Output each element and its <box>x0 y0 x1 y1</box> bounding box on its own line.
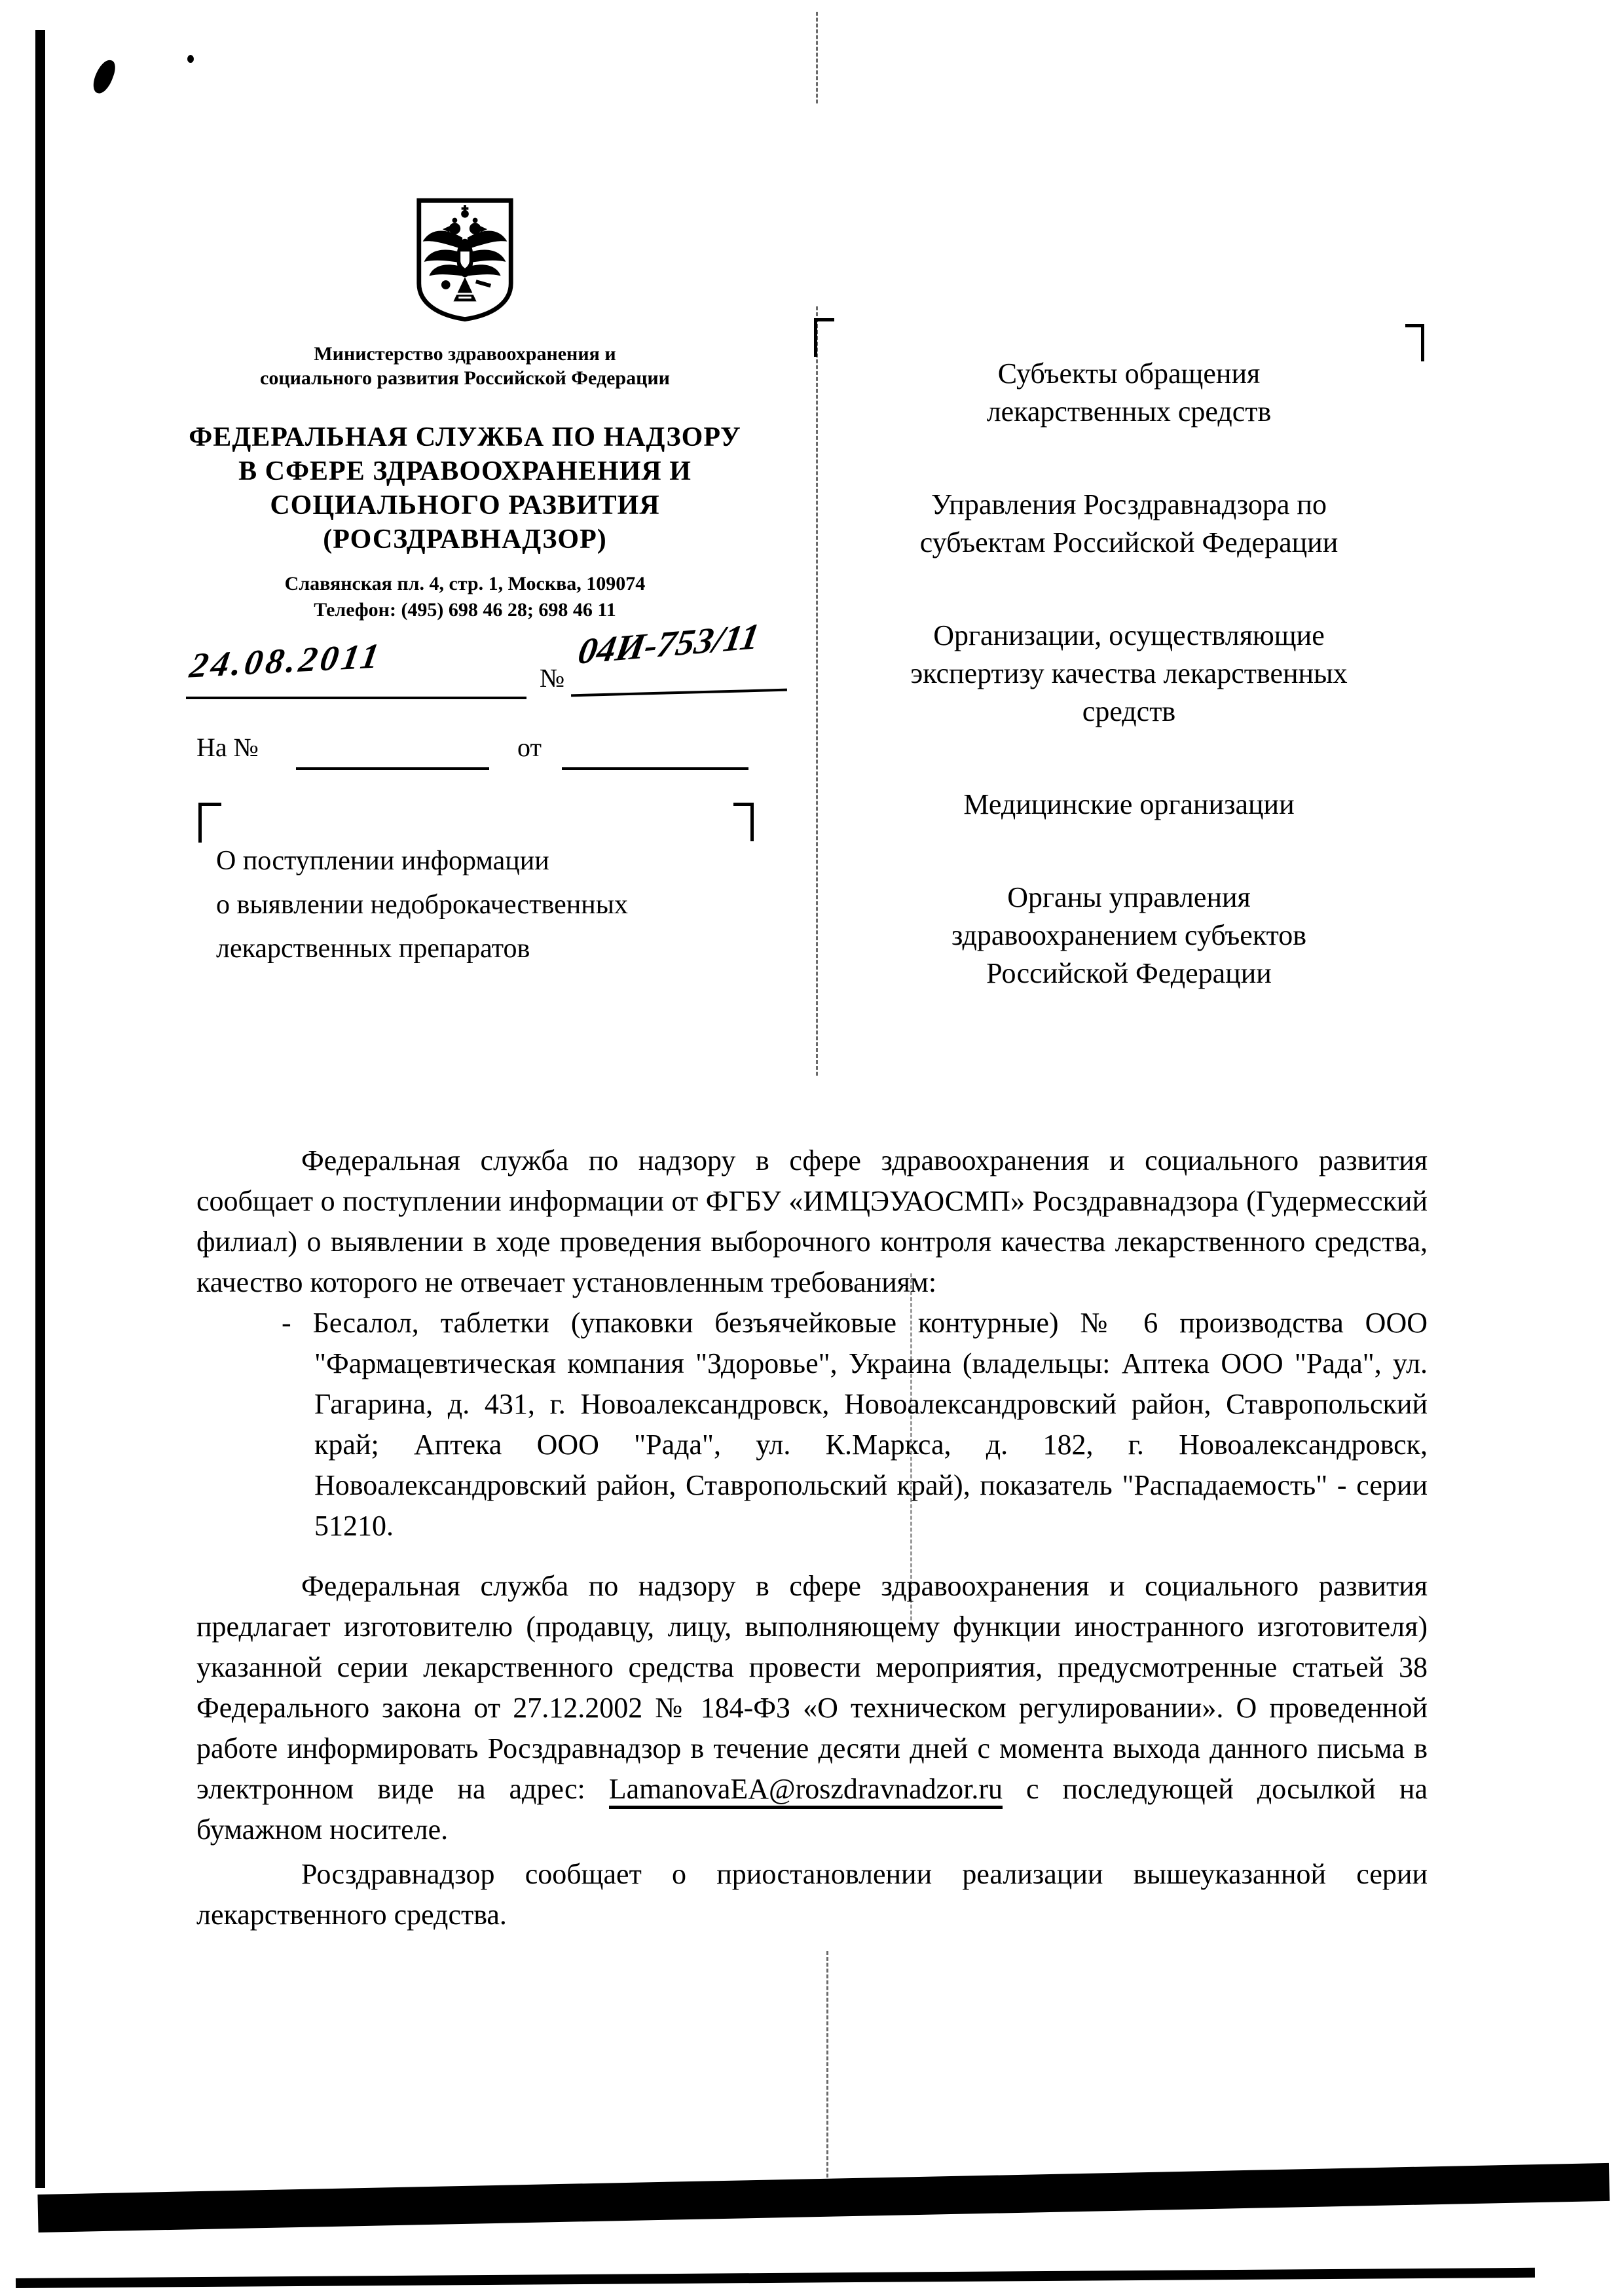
service-name-line1: ФЕДЕРАЛЬНАЯ СЛУЖБА ПО НАДЗОРУ <box>189 422 741 452</box>
russian-coat-of-arms-icon <box>414 194 516 325</box>
addressee-line: Российской Федерации <box>986 957 1272 989</box>
subject-block <box>216 839 766 971</box>
addressee-list <box>829 355 1429 1048</box>
addressee-subjects-of-circulation <box>829 355 1429 431</box>
scan-artifact-ink-blob <box>90 57 119 96</box>
letter-body <box>196 1140 1428 1935</box>
letterhead <box>183 194 747 623</box>
addressee-line: средств <box>1082 695 1176 727</box>
scan-fold-line-bottom <box>826 1951 828 2183</box>
service-name-line3: СОЦИАЛЬНОГО РАЗВИТИЯ <box>270 490 660 520</box>
addressee-health-management-bodies <box>829 879 1429 993</box>
addressee-expertise-organizations <box>829 617 1429 731</box>
addressee-roszdravnadzor-departments <box>829 486 1429 562</box>
service-name-line4: (РОСЗДРАВНАДЗОР) <box>323 524 607 555</box>
subject-line1: О поступлении информации <box>216 846 549 876</box>
addressee-medical-organizations <box>829 786 1429 824</box>
scan-artifact-left-bar <box>35 30 45 2188</box>
scan-artifact-bottom-bar <box>37 2163 1610 2232</box>
addressee-line: Организации, осуществляющие <box>933 619 1325 651</box>
paragraph-suspension-notice: Росздравнадзор сообщает о приостановлении реализации вышеуказанной серии лекарственного средства. <box>196 1858 1428 1931</box>
service-name-line2: В СФЕРЕ ЗДРАВООХРАНЕНИЯ И <box>238 456 692 486</box>
addressee-line: субъектам Российской Федерации <box>919 526 1338 558</box>
scan-artifact-ink-dot <box>187 55 194 63</box>
number-sign-label: № <box>540 663 565 693</box>
ministry-name <box>183 342 747 390</box>
addressee-line: экспертизу качества лекарственных <box>910 657 1348 689</box>
addressee-line: Субъекты обращения <box>997 357 1261 390</box>
addressee-line: здравоохранением субъектов <box>951 919 1307 951</box>
subject-corner-mark-right <box>733 803 754 841</box>
ministry-name-line1: Министерство здравоохранения и <box>314 343 616 365</box>
outgoing-date-handwritten: 24.08.2011 <box>187 636 386 685</box>
letterhead-address: Славянская пл. 4, стр. 1, Москва, 109074 <box>284 573 646 594</box>
service-name <box>183 420 747 556</box>
reply-to-number-label: На № <box>196 733 259 762</box>
reply-from-label: от <box>517 733 542 762</box>
letterhead-phone: Телефон: (495) 698 46 28; 698 46 11 <box>314 599 616 621</box>
outgoing-number-handwritten: 04И-753/11 <box>575 616 763 672</box>
addressee-line: лекарственных средств <box>986 395 1272 428</box>
date-underline <box>186 697 526 699</box>
scan-artifact-bottom-edge <box>16 2268 1535 2288</box>
scan-fold-line-top <box>816 12 818 103</box>
reply-date-blank-line <box>562 767 748 770</box>
contact-email: LamanovaEA@roszdravnadzor.ru <box>609 1773 1003 1809</box>
reply-number-blank-line <box>296 767 489 770</box>
defective-drug-item: - Бесалол, таблетки (упаковки безъячейковые контурные) № 6 производства ООО "Фармацевтическая компания "Здоровье", Украина (владельцы: Аптека ООО "Рада", ул. Гагарина, д. 431, г. Новоалександровск, Новоалександровский район, Ставропольский край; Аптека ООО "Рада", ул. К.Маркса, д. 182, г. Новоалександровск, Новоалександровский район, Ставропольский край), показатель "Распадаемость" - серии 51210. <box>282 1307 1428 1542</box>
letterhead-contacts <box>183 571 747 623</box>
addressee-line: Медицинские организации <box>963 788 1295 820</box>
paragraph-required-actions-tail: с последующей досылкой на бумажном носителе. <box>196 1773 1428 1846</box>
addressee-corner-mark-left <box>814 318 834 357</box>
scan-fold-line-upper <box>816 306 818 1076</box>
paragraph-information-received: Федеральная служба по надзору в сфере здравоохранения и социального развития сообщает о поступлении информации от ФГБУ «ИМЦЭУАОСМП» Росздравнадзора (Гудермесский филиал) о выявлении в ходе проведения выборочного контроля качества лекарственного средства, качество которого не отвечает установленным требованиям: <box>196 1144 1428 1298</box>
addressee-line: Управления Росздравнадзора по <box>931 488 1327 520</box>
subject-corner-mark-left <box>198 803 221 843</box>
ministry-name-line2: социального развития Российской Федерации <box>260 367 670 389</box>
paragraph-required-actions <box>196 1566 1428 1850</box>
paragraph-required-actions-text: Федеральная служба по надзору в сфере здравоохранения и социального развития предлагает изготовителю (продавцу, лицу, выполняющему функции иностранного изготовителя) указанной серии лекарственного средства провести мероприятия, предусмотренные статьей 38 Федерального закона от 27.12.2002 № 184-ФЗ «О техническом регулировании». О проведенной работе информировать Росздравнадзор в течение десяти дней с момента выхода данного письма в электронном виде на адрес: <box>196 1570 1428 1805</box>
subject-line2: о выявлении недоброкачественных <box>216 890 628 920</box>
number-underline <box>571 689 787 697</box>
subject-line3: лекарственных препаратов <box>216 934 530 964</box>
addressee-line: Органы управления <box>1007 881 1251 913</box>
